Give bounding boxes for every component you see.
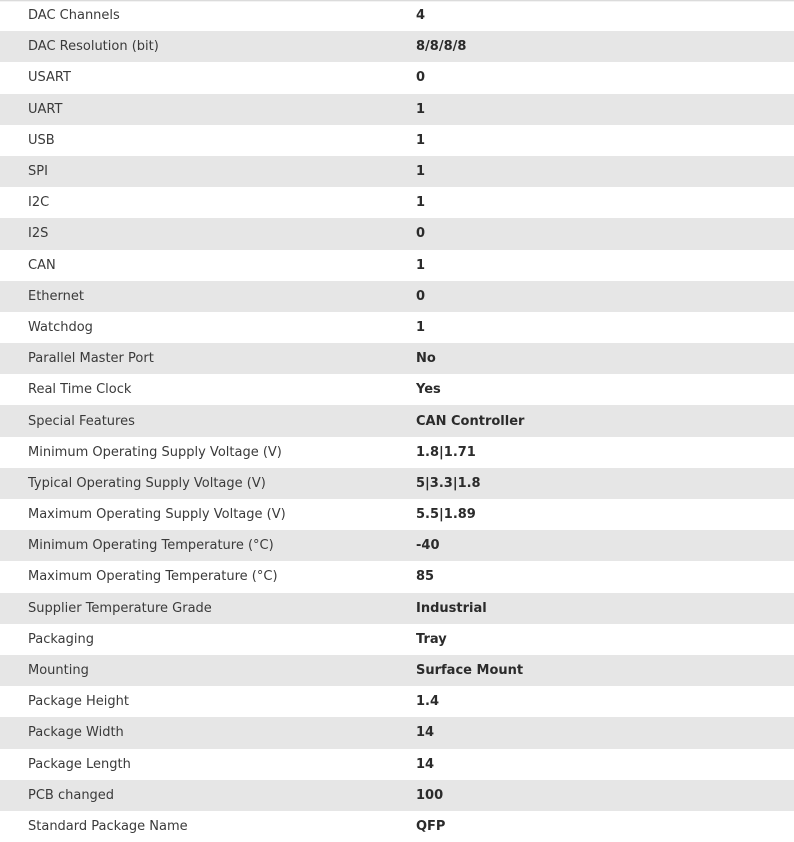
table-row xyxy=(0,0,794,31)
spec-label: Package Length xyxy=(28,756,131,772)
spec-label: Maximum Operating Supply Voltage (V) xyxy=(28,507,286,523)
spec-label: USB xyxy=(28,132,55,148)
spec-value: Surface Mount xyxy=(416,663,524,679)
table-row xyxy=(0,125,794,156)
spec-value: Yes xyxy=(416,382,441,398)
table-row xyxy=(0,437,794,468)
spec-label: Supplier Temperature Grade xyxy=(28,600,212,616)
spec-value: -40 xyxy=(416,538,440,554)
spec-value: Industrial xyxy=(416,600,487,616)
table-row xyxy=(0,686,794,717)
table-row xyxy=(0,561,794,592)
table-row xyxy=(0,187,794,218)
spec-label: PCB changed xyxy=(28,787,115,803)
spec-label: Standard Package Name xyxy=(28,818,188,834)
spec-value: 1 xyxy=(416,164,426,180)
table-row xyxy=(0,405,794,436)
table-row xyxy=(0,749,794,780)
spec-label: UART xyxy=(28,101,63,117)
table-row xyxy=(0,281,794,312)
spec-label: Real Time Clock xyxy=(28,382,132,398)
spec-value: 1 xyxy=(416,319,426,335)
spec-value: 1 xyxy=(416,132,426,148)
table-row xyxy=(0,499,794,530)
spec-label: Package Height xyxy=(28,694,129,710)
spec-value: 1 xyxy=(416,257,426,273)
table-row xyxy=(0,717,794,748)
spec-label: Maximum Operating Temperature (°C) xyxy=(28,569,278,585)
spec-label: SPI xyxy=(28,164,48,180)
table-row xyxy=(0,655,794,686)
spec-label: Watchdog xyxy=(28,319,93,335)
spec-label: CAN xyxy=(28,257,56,273)
spec-label: DAC Resolution (bit) xyxy=(28,39,159,55)
table-row xyxy=(0,530,794,561)
spec-value: QFP xyxy=(416,818,446,834)
spec-value: 1 xyxy=(416,195,426,211)
spec-value: 5.5|1.89 xyxy=(416,507,476,523)
table-row xyxy=(0,780,794,811)
spec-label: USART xyxy=(28,70,71,86)
table-row xyxy=(0,62,794,93)
spec-value: 5|3.3|1.8 xyxy=(416,475,481,491)
table-row xyxy=(0,374,794,405)
spec-value: 0 xyxy=(416,226,426,242)
spec-value: 8/8/8/8 xyxy=(416,39,467,55)
spec-value: 4 xyxy=(416,8,426,24)
table-row xyxy=(0,94,794,125)
table-row xyxy=(0,624,794,655)
spec-label: Package Width xyxy=(28,725,124,741)
table-row xyxy=(0,343,794,374)
spec-value: Tray xyxy=(416,631,447,647)
spec-label: I2C xyxy=(28,195,50,211)
spec-value: 1.8|1.71 xyxy=(416,444,476,460)
spec-label: DAC Channels xyxy=(28,8,120,24)
table-row xyxy=(0,218,794,249)
spec-value: 1 xyxy=(416,101,426,117)
table-row xyxy=(0,250,794,281)
spec-label: Special Features xyxy=(28,413,135,429)
table-row xyxy=(0,811,794,842)
spec-label: Mounting xyxy=(28,663,89,679)
spec-value: 85 xyxy=(416,569,435,585)
spec-label: Parallel Master Port xyxy=(28,351,154,367)
spec-value: 14 xyxy=(416,756,435,772)
spec-value: 1.4 xyxy=(416,694,440,710)
spec-label: Ethernet xyxy=(28,288,84,304)
spec-value: CAN Controller xyxy=(416,413,525,429)
spec-value: No xyxy=(416,351,436,367)
spec-value: 14 xyxy=(416,725,435,741)
spec-label: Minimum Operating Supply Voltage (V) xyxy=(28,444,282,460)
table-row xyxy=(0,312,794,343)
spec-value: 100 xyxy=(416,787,444,803)
spec-label: Typical Operating Supply Voltage (V) xyxy=(28,475,266,491)
spec-label: I2S xyxy=(28,226,49,242)
table-row xyxy=(0,468,794,499)
table-row xyxy=(0,593,794,624)
spec-label: Minimum Operating Temperature (°C) xyxy=(28,538,274,554)
spec-value: 0 xyxy=(416,288,426,304)
spec-label: Packaging xyxy=(28,631,94,647)
table-row xyxy=(0,156,794,187)
table-row xyxy=(0,31,794,62)
spec-value: 0 xyxy=(416,70,426,86)
